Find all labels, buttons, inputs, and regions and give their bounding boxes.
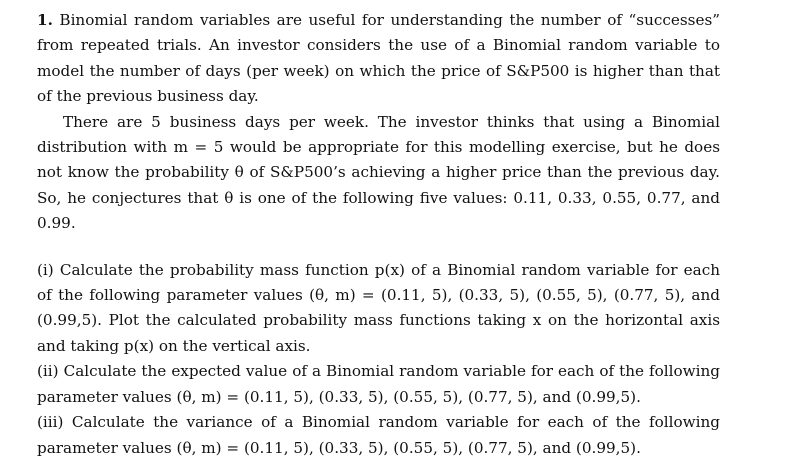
- problem-setup-paragraph: There are 5 business days per week. The investor thinks that using a Binomial distribution with m = 5 would be appropriate for this modelling exercise, but he does not know the probability θ of S&P500’s achieving a higher price than the previous day. So, he conjectures that θ is one of the following five values: 0.11, 0.33, 0.55, 0.77, and 0.99.: [37, 112, 720, 233]
- part-iii-question: (iii) Calculate the variance of a Binomial random variable for each of the following parameter values (θ, m) = (0.11, 5), (0.33, 5), (0.55, 5), (0.77, 5), and (0.99,5).: [37, 413, 720, 457]
- problem-intro-paragraph: [37, 8, 720, 110]
- problem-intro-text: Binomial random variables are useful for understanding the number of “successes” from repeated trials. An investor considers the use of a Binomial random variable to model the number of days (per week) on which the price of S&P500 is higher than that of the previous business day.: [37, 11, 721, 106]
- part-i-question: (i) Calculate the probability mass function p(x) of a Binomial random variable for each of the following parameter values (θ, m) = (0.11, 5), (0.33, 5), (0.55, 5), (0.77, 5), and (0.99,5). Plot the calculated probability mass functions taking x on the horizontal axis and taking p(x) on the vertical axis.: [37, 260, 720, 355]
- problem-number: 1.: [37, 11, 53, 29]
- problem-document: [37, 8, 720, 461]
- part-ii-question: (ii) Calculate the expected value of a Binomial random variable for each of the following parameter values (θ, m) = (0.11, 5), (0.33, 5), (0.55, 5), (0.77, 5), and (0.99,5).: [37, 362, 720, 406]
